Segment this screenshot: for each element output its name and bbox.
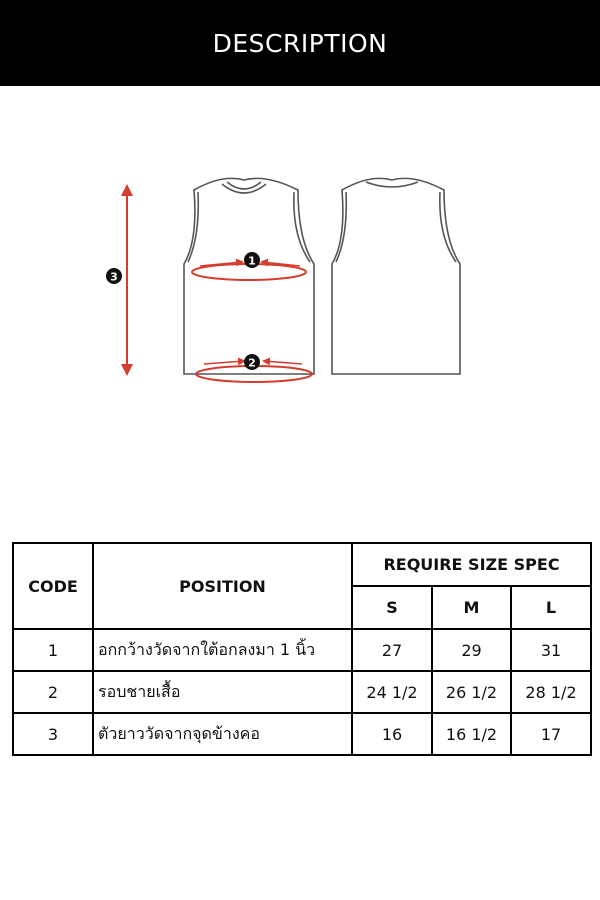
row-code: 2	[13, 671, 93, 713]
marker-3	[106, 268, 122, 284]
row-size-m: 29	[432, 629, 511, 671]
row-position: อกกว้างวัดจากใต้อกลงมา 1 นิ้ว	[93, 629, 352, 671]
svg-text:3: 3	[110, 270, 118, 284]
tank-back-outline	[332, 178, 460, 374]
header-size-spec: REQUIRE SIZE SPEC	[352, 543, 591, 586]
row-code: 3	[13, 713, 93, 755]
table-row	[13, 713, 591, 755]
svg-text:2: 2	[248, 356, 256, 370]
row-size-s: 24 1/2	[352, 671, 432, 713]
header-position: POSITION	[93, 543, 352, 629]
row-size-l: 17	[511, 713, 591, 755]
marker-2	[244, 354, 260, 370]
row-size-s: 27	[352, 629, 432, 671]
table-row	[13, 629, 591, 671]
table-row	[13, 671, 591, 713]
marker-1	[244, 252, 260, 268]
row-position: รอบชายเสื้อ	[93, 671, 352, 713]
row-size-l: 28 1/2	[511, 671, 591, 713]
row-size-s: 16	[352, 713, 432, 755]
length-arrow	[121, 184, 133, 376]
header-code: CODE	[13, 543, 93, 629]
row-size-m: 26 1/2	[432, 671, 511, 713]
header-bar	[0, 0, 600, 86]
row-code: 1	[13, 629, 93, 671]
row-size-m: 16 1/2	[432, 713, 511, 755]
header-size-s: S	[352, 586, 432, 629]
header-size-m: M	[432, 586, 511, 629]
size-spec-table	[12, 542, 592, 756]
header-size-l: L	[511, 586, 591, 629]
garment-diagram	[0, 160, 600, 400]
svg-text:1: 1	[248, 254, 256, 268]
row-position: ตัวยาววัดจากจุดข้างคอ	[93, 713, 352, 755]
row-size-l: 31	[511, 629, 591, 671]
page-title: DESCRIPTION	[212, 28, 388, 58]
